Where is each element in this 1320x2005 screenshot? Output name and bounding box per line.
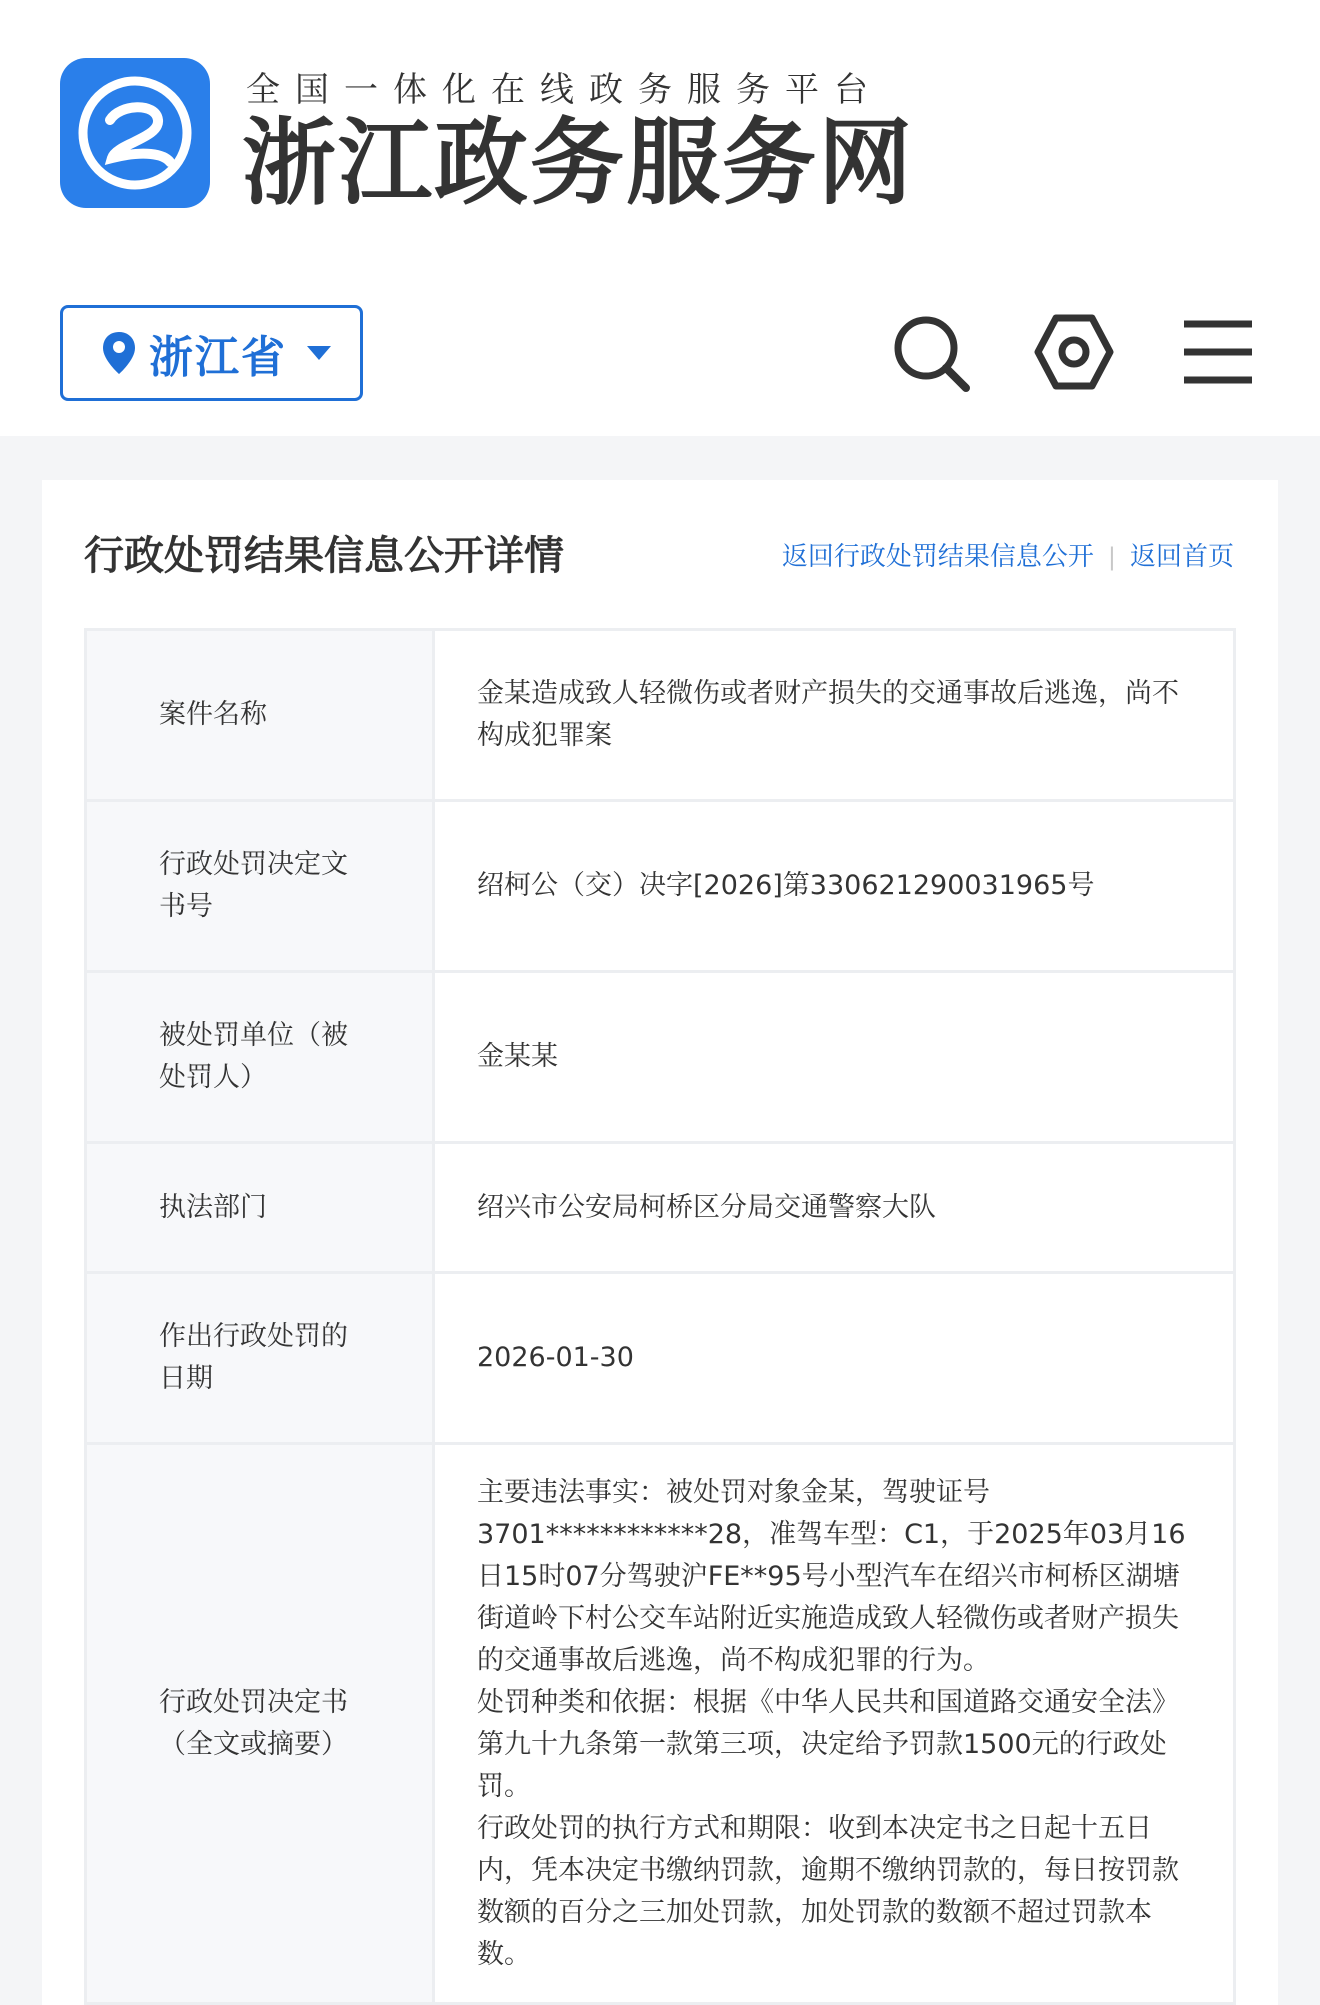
table-row	[86, 1444, 1235, 2004]
page-title: 行政处罚结果信息公开详情	[84, 533, 564, 579]
row-value-enforcement-dept: 绍兴市公安局柯桥区分局交通警察大队	[434, 1143, 1235, 1273]
decision-paragraph-basis: 处罚种类和依据：根据《中华人民共和国道路交通安全法》第九十九条第一款第三项，决定给予罚款1500元的行政处罚。	[477, 1686, 1179, 1802]
row-value-penalty-date: 2026-01-30	[434, 1273, 1235, 1444]
region-selector-button[interactable]	[60, 305, 363, 401]
table-row	[86, 1143, 1235, 1273]
menu-icon[interactable]	[1176, 310, 1260, 394]
zhejiang-gov-logo-icon[interactable]	[60, 58, 210, 208]
site-title[interactable]: 浙江政务服务网	[242, 108, 915, 218]
row-label-decision-text: 行政处罚决定书（全文或摘要）	[86, 1444, 434, 2004]
site-subtitle: 全国一体化在线政务服务平台	[246, 70, 883, 110]
row-label-enforcement-dept: 执法部门	[86, 1143, 434, 1273]
table-row	[86, 972, 1235, 1143]
row-label-case-name: 案件名称	[86, 630, 434, 801]
back-to-list-link[interactable]: 返回行政处罚结果信息公开	[781, 542, 1094, 572]
decision-paragraph-facts: 主要违法事实：被处罚对象金某，驾驶证号3701************28，准驾车型：C1，于2025年03月16日15时07分驾驶沪FE**95号小型汽车在绍兴市柯桥区湖塘街道岭下村公交车站附近实施造成致人轻微伤或者财产损失的交通事故后逃逸，尚不构成犯罪的行为。	[477, 1476, 1186, 1676]
table-row	[86, 801, 1235, 972]
row-label-penalized-party: 被处罚单位（被处罚人）	[86, 972, 434, 1143]
caret-down-icon	[305, 344, 333, 362]
row-value-case-name: 金某造成致人轻微伤或者财产损失的交通事故后逃逸，尚不构成犯罪案	[434, 630, 1235, 801]
row-value-decision-text	[434, 1444, 1235, 2004]
search-icon[interactable]	[888, 310, 972, 394]
region-label: 浙江省	[149, 332, 287, 383]
penalty-info-table	[84, 628, 1236, 2005]
back-to-home-link[interactable]: 返回首页	[1129, 542, 1234, 572]
table-row	[86, 630, 1235, 801]
row-value-penalized-party: 金某某	[434, 972, 1235, 1143]
row-value-document-number: 绍柯公（交）决字[2026]第330621290031965号	[434, 801, 1235, 972]
site-header	[0, 0, 1320, 436]
decision-paragraph-execution: 行政处罚的执行方式和期限：收到本决定书之日起十五日内，凭本决定书缴纳罚款，逾期不缴纳罚款的，每日按罚款数额的百分之三加处罚款，加处罚款的数额不超过罚款本数。	[477, 1812, 1179, 1970]
location-pin-icon	[101, 330, 137, 376]
nav-links	[782, 536, 1234, 573]
settings-icon[interactable]	[1032, 310, 1116, 394]
table-row	[86, 1273, 1235, 1444]
row-label-document-number: 行政处罚决定文书号	[86, 801, 434, 972]
row-label-penalty-date: 作出行政处罚的日期	[86, 1273, 434, 1444]
link-separator: |	[1107, 543, 1116, 571]
